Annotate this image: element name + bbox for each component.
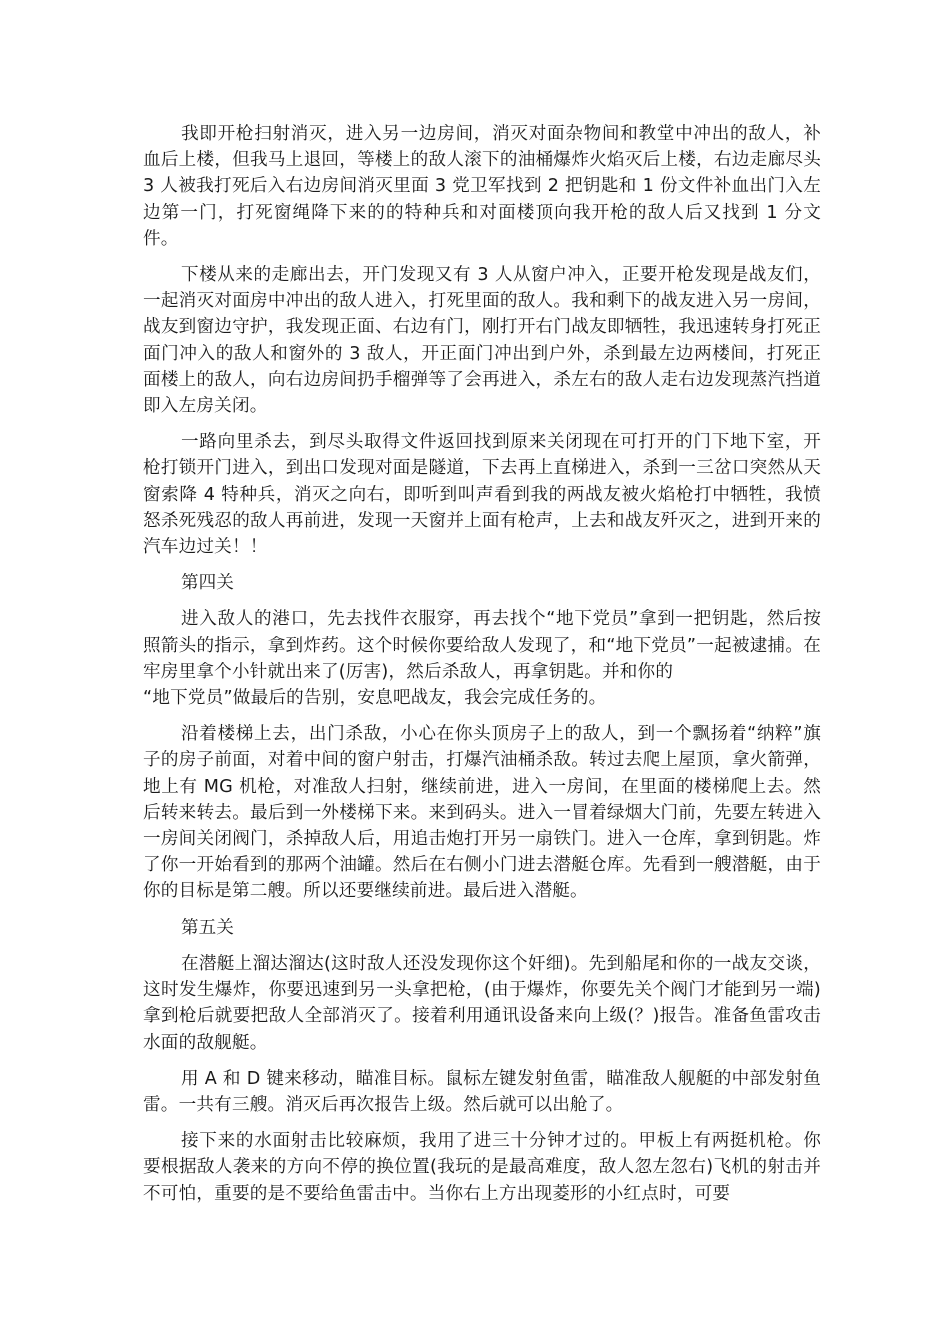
paragraph-1: 我即开枪扫射消灭，进入另一边房间，消灭对面杂物间和教堂中冲出的敌人，补血后上楼，但我马上退回，等楼上的敌人滚下的油桶爆炸火焰灭后上楼，右边走廊尽头 3 人被我打死后入右边房间消灭里面 3 党卫军找到 2 把钥匙和 1 份文件补血出门入左边第一门，打死窗绳降下来的的特种兵和对面楼顶向我开枪的敌人后又找到 1 分文件。 (143, 124, 821, 249)
document-body (143, 121, 821, 1217)
paragraph-4: 进入敌人的港口，先去找件衣服穿，再去找个“地下党员”拿到一把钥匙，然后按照箭头的指示，拿到炸药。这个时候你要给敌人发现了，和“地下党员”一起被逮捕。在牢房里拿个小针就出来了(厉害)，然后杀敌人，再拿钥匙。并和你的 “地下党员”做最后的告别，安息吧战友，我会完成任务的。 (143, 609, 821, 709)
paragraph-8: 接下来的水面射击比较麻烦，我用了进三十分钟才过的。甲板上有两挺机枪。你要根据敌人袭来的方向不停的换位置(我玩的是最高难度，敌人忽左忽右)飞机的射击并不可怕，重要的是不要给鱼雷击中。当你右上方出现菱形的小红点时，可要 (143, 1131, 821, 1204)
paragraph-2: 下楼从来的走廊出去，开门发现又有 3 人从窗户冲入，正要开枪发现是战友们，一起消灭对面房中冲出的敌人进入，打死里面的敌人。我和剩下的战友进入另一房间，战友到窗边守护，我发现正面、右边有门，刚打开右门战友即牺牲，我迅速转身打死正面门冲入的敌人和窗外的 3 敌人，开正面门冲出到户外，杀到最左边两楼间，打死正面楼上的敌人，向右边房间扔手榴弹等了会再进入，杀左右的敌人走右边发现蒸汽挡道即入左房关闭。 (143, 265, 821, 417)
section-heading-level-5: 第五关 (181, 917, 234, 938)
paragraph-5: 沿着楼梯上去，出门杀敌，小心在你头顶房子上的敌人，到一个飘扬着“纳粹”旗子的房子前面，对着中间的窗户射击，打爆汽油桶杀敌。转过去爬上屋顶，拿火箭弹，地上有 MG 机枪，对准敌人扫射，继续前进，进入一房间，在里面的楼梯爬上去。然后转来转去。最后到一外楼梯下来。来到码头。进入一冒着绿烟大门前，先要左转进入一房间关闭阀门，杀掉敌人后，用追击炮打开另一扇铁门。进入一仓库，拿到钥匙。炸了你一开始看到的那两个油罐。然后在右侧小门进去潜艇仓库。先看到一艘潜艇，由于你的目标是第二艘。所以还要继续前进。最后进入潜艇。 (143, 724, 821, 902)
paragraph-7: 用 A 和 D 键来移动，瞄准目标。鼠标左键发射鱼雷，瞄准敌人舰艇的中部发射鱼雷。一共有三艘。消灭后再次报告上级。然后就可以出舱了。 (143, 1068, 821, 1115)
paragraph-3: 一路向里杀去，到尽头取得文件返回找到原来关闭现在可打开的门下地下室，开枪打锁开门进入，到出口发现对面是隧道，下去再上直梯进入，杀到一三岔口突然从天窗索降 4 特种兵，消灭之向右，即听到叫声看到我的两战友被火焰枪打中牺牲，我愤怒杀死残忍的敌人再前进，发现一天窗并上面有枪声，上去和战友歼灭之，进到开来的汽车边过关！！ (143, 432, 821, 558)
paragraph-6: 在潜艇上溜达溜达(这时敌人还没发现你这个奸细)。先到船尾和你的一战友交谈，这时发生爆炸，你要迅速到另一头拿把枪，(由于爆炸，你要先关个阀门才能到另一端)拿到枪后就要把敌人全部消灭了。接着利用通讯设备来向上级(？)报告。准备鱼雷攻击水面的敌舰艇。 (143, 953, 821, 1053)
section-heading-level-4: 第四关 (181, 573, 234, 594)
